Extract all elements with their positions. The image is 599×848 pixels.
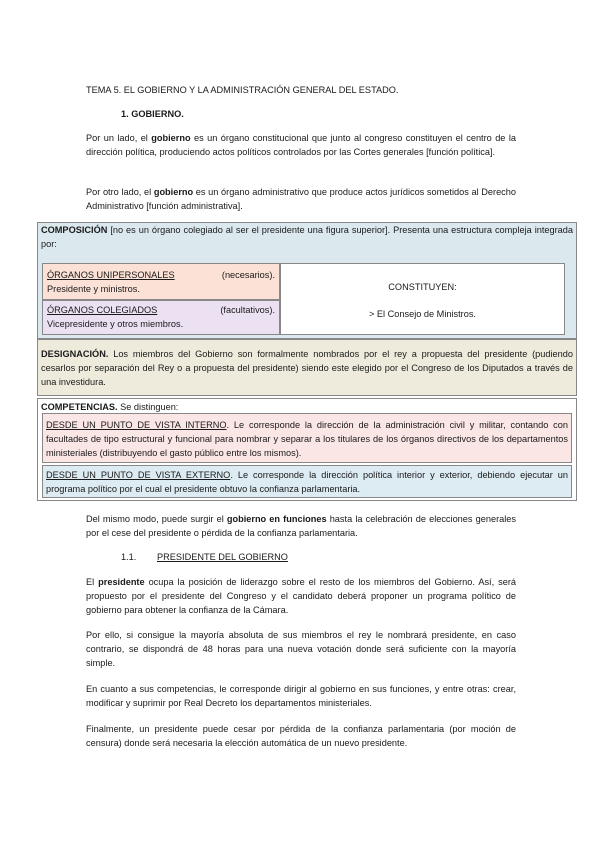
interno-text: DESDE UN PUNTO DE VISTA INTERNO. Le corresponde la dirección de la administración civil y militar, contando con facultades de tipo estructural y funcional para nombrar y separar a los titulares de los órganos directivos de los departamentos ministeriales (distribuyendo el gasto público entre los mismos). — [46, 420, 568, 458]
designacion-text: DESIGNACIÓN. Los miembros del Gobierno son formalmente nombrados por el rey a propuesta del presidente (pudiendo cesarlos por separación del Rey o a propuesta del presidente) siendo este elegido por el Congreso de los Diputados a través de una investidura. — [41, 349, 573, 387]
constituyen-cell — [280, 263, 565, 335]
paragraph-cese: Finalmente, un presidente puede cesar por pérdida de la confianza parlamentaria (por moción de censura) donde será necesaria la elección automática de un nuevo presidente. — [86, 724, 516, 748]
organos-unipersonales-header: ÓRGANOS UNIPERSONALES (necesarios). — [47, 270, 275, 280]
paragraph-gobierno-administrativo: Por otro lado, el gobierno es un órgano administrativo que produce actos jurídicos sometidos al Derecho Administrativo [función administrativa]. — [86, 187, 516, 211]
constituyen-label: CONSTITUYEN: — [388, 282, 457, 292]
externo-text: DESDE UN PUNTO DE VISTA EXTERNO. Le corresponde la dirección política interior y exterior, debiendo ejecutar un programa político por el cual el presidente obtuvo la confianza parlamentaria. — [46, 470, 568, 494]
consejo-ministros: > El Consejo de Ministros. — [369, 309, 476, 319]
tema-title: TEMA 5. EL GOBIERNO Y LA ADMINISTRACIÓN GENERAL DEL ESTADO. — [86, 85, 399, 95]
paragraph-gobierno-politico: Por un lado, el gobierno es un órgano constitucional que junto al congreso constituyen el centro de la dirección política, produciendo actos políticos controlados por las Cortes generales [función política]. — [86, 133, 516, 157]
organos-colegiados-members: Vicepresidente y otros miembros. — [47, 319, 184, 329]
paragraph-gobierno-en-funciones: Del mismo modo, puede surgir el gobierno en funciones hasta la celebración de elecciones generales por el cese del presidente o pérdida de la confianza parlamentaria. — [86, 514, 516, 538]
subsection-1-1-number: 1.1. — [121, 552, 137, 562]
organos-colegiados-header: ÓRGANOS COLEGIADOS (facultativos). — [47, 305, 275, 315]
composicion-text: COMPOSICIÓN [no es un órgano colegiado al ser el presidente una figura superior]. Presenta una estructura compleja integrada por: — [41, 225, 573, 249]
section-1-title: 1. GOBIERNO. — [121, 109, 184, 119]
competencias-heading: COMPETENCIAS. Se distinguen: — [41, 402, 179, 412]
subsection-1-1-title: PRESIDENTE DEL GOBIERNO — [157, 552, 288, 562]
organos-unipersonales-members: Presidente y ministros. — [47, 284, 140, 294]
paragraph-presidente: El presidente ocupa la posición de liderazgo sobre el resto de los miembros del Gobierno. Así, será propuesto por el presidente del Congreso y el candidato deberá proponer un programa político de gobierno para obtener la confianza de la Cámara. — [86, 577, 516, 615]
paragraph-competencias-presidente: En cuanto a sus competencias, le corresponde dirigir al gobierno en sus funciones, y entre otras: crear, modificar y suprimir por Real Decreto los departamentos ministeriales. — [86, 684, 516, 708]
paragraph-mayoria: Por ello, si consigue la mayoría absoluta de sus miembros el rey le nombrará presidente, en caso contrario, se dispondrá de 48 horas para una nueva votación donde será suficiente con la mayoría simple. — [86, 630, 516, 668]
